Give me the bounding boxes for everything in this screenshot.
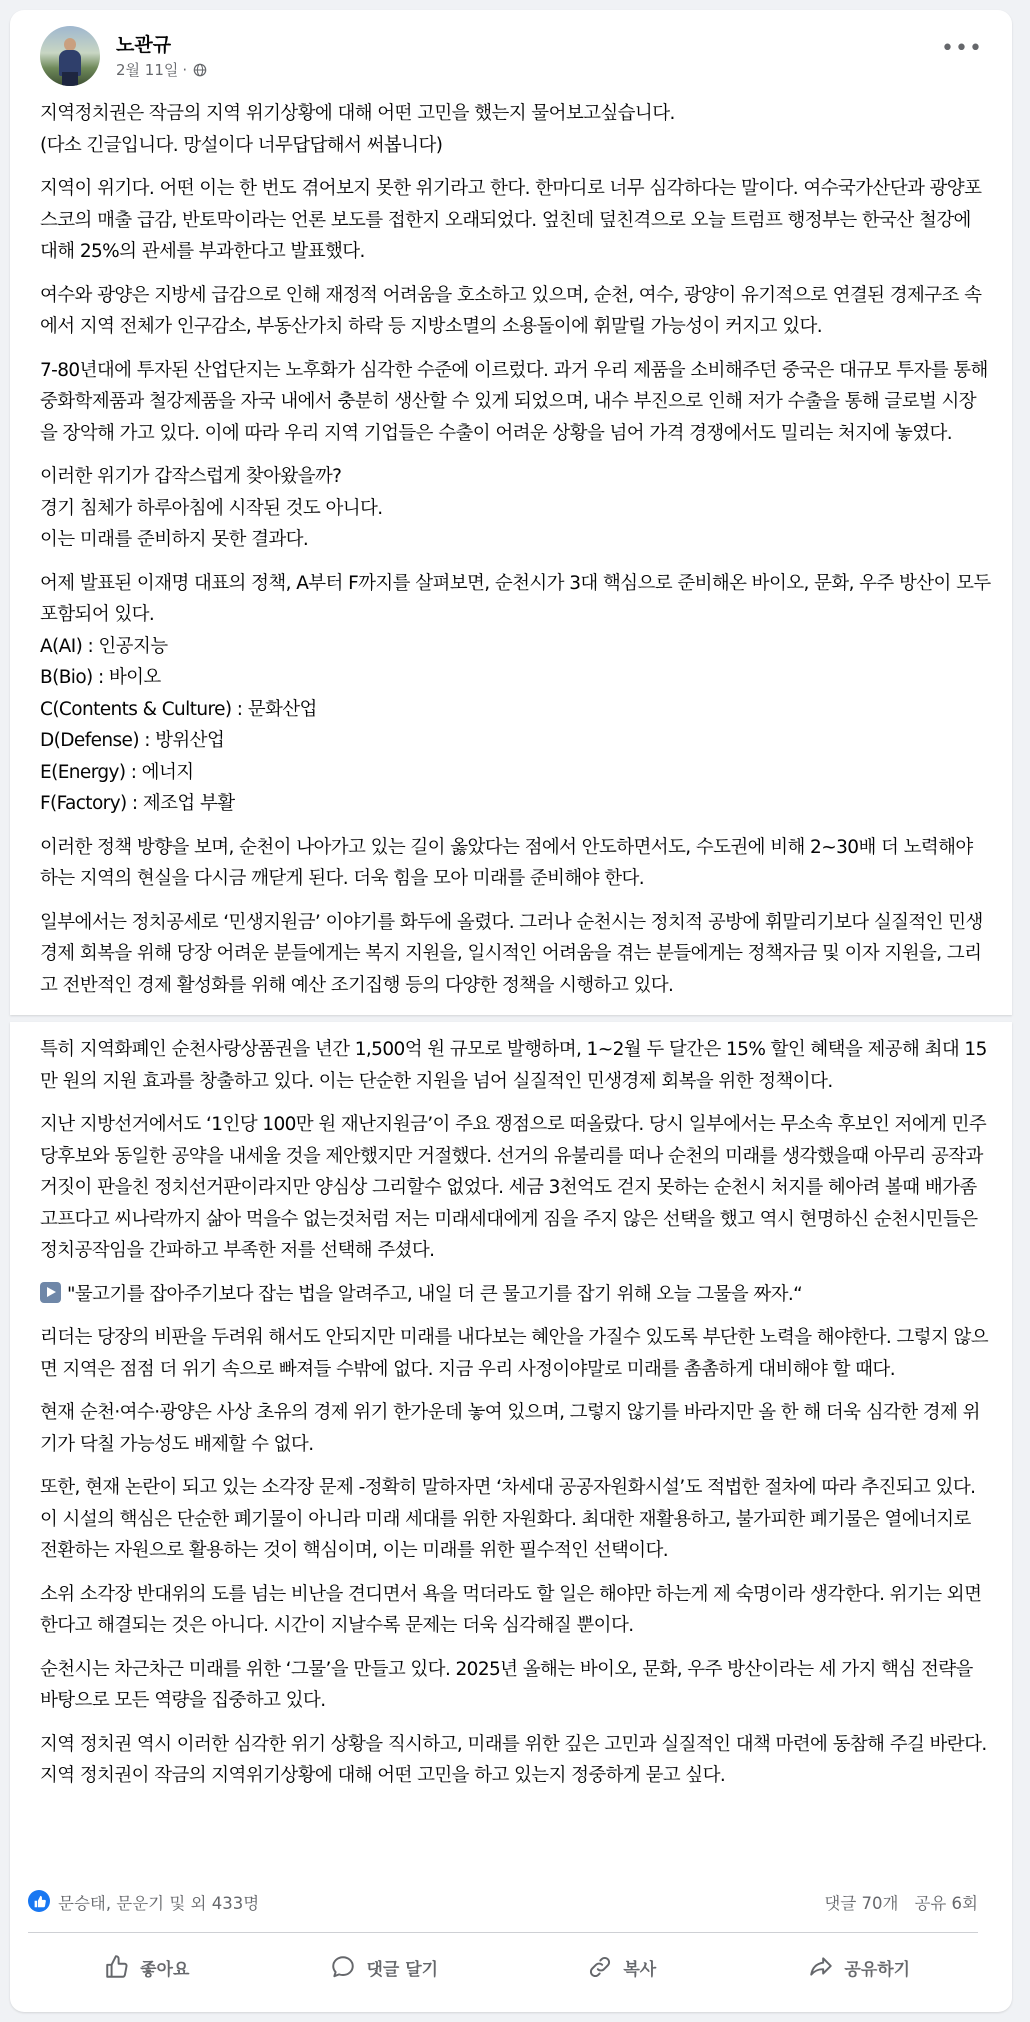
post-paragraph: 지난 지방선거에서도 ‘1인당 100만 원 재난지원금’이 주요 쟁점으로 떠올랐다. 당시 일부에서는 무소속 후보인 저에게 민주당후보와 동일한 공약을 내세울 것을 제안했지만 거절했다. 선거의 유불리를 떠나 순천의 미래를 생각했을때 아무리 공작과 거짓이 판을친 정치선거판이라지만 양심상 그리할수 없었다. 세금 3천억도 걷지 못하는 순천시 처지를 헤아려 볼때 배가좀 고프다고 씨나락까지 삶아 먹을수 없는것처럼 저는 미래세대에게 짐을 주지 않은 선택을 했고 역시 현명하신 순천시민들은 정치공작임을 간파하고 부족한 저를 선택해 주셨다. — [40, 1114, 987, 1261]
post-bottom-panel — [10, 1022, 1012, 2012]
play-icon — [40, 1282, 61, 1303]
post-paragraph: 현재 순천·여수·광양은 사상 초유의 경제 위기 한가운데 놓여 있으며, 그렇지 않기를 바라지만 올 한 해 더욱 심각한 경제 위기가 닥칠 가능성도 배제할 수 없다. — [40, 1402, 980, 1455]
avatar[interactable] — [40, 26, 100, 86]
like-button[interactable] — [28, 1940, 266, 1994]
copy-button[interactable] — [503, 1940, 741, 1994]
post-paragraph: 어제 발표된 이재명 대표의 정책, A부터 F까지를 살펴보면, 순천시가 3대 핵심으로 준비해온 바이오, 문화, 우주 방산이 모두 포함되어 있다. A(AI) : 인공지능 B(Bio) : 바이오 C(Contents & Culture) : 문화산업 D(Defense) : 방위산업 E(Energy) : 에너지 F(Factory) : 제조업 부활 — [40, 572, 991, 814]
post-paragraph: 리더는 당장의 비판을 두려워 해서도 안되지만 미래를 내다보는 혜안을 가질수 있도록 부단한 노력을 해야한다. 그렇지 않으면 지역은 점점 더 위기 속으로 빠져들 수밖에 없다. 지금 우리 사정이야말로 미래를 촘촘하게 대비해야 할 때다. — [40, 1327, 989, 1380]
post-paragraph: 또한, 현재 논란이 되고 있는 소각장 문제 -정확히 말하자면 ‘차세대 공공자원화시설’도 적법한 절차에 따라 추진되고 있다. 이 시설의 핵심은 단순한 폐기물이 아니라 미래 세대를 위한 자원화다. 최대한 재활용하고, 불가피한 폐기물은 열에너지로 전환하는 자원으로 활용하는 것이 핵심이며, 이는 미래를 위한 필수적인 선택이다. — [40, 1477, 976, 1561]
copy-label: 복사 — [623, 1959, 657, 1980]
comment-button[interactable] — [266, 1940, 504, 1994]
engagement-counts — [824, 1890, 978, 1914]
comment-count[interactable]: 댓글 70개 — [824, 1894, 899, 1913]
post-header — [40, 26, 983, 90]
share-count[interactable]: 공유 6회 — [914, 1894, 978, 1913]
post-paragraph: 일부에서는 정치공세로 ‘민생지원금’ 이야기를 화두에 올렸다. 그러나 순천시는 정치적 공방에 휘말리기보다 실질적인 민생경제 회복을 위해 당장 어려운 분들에게는 복지 지원을, 일시적인 어려움을 겪는 분들에게는 정책자금 및 이자 지원을, 그리고 전반적인 경제 활성화를 위해 예산 조기집행 등의 다양한 정책을 시행하고 있다. — [40, 911, 983, 996]
action-bar — [28, 1940, 978, 1994]
post-meta: 2월 11일 · — [116, 59, 207, 80]
share-label: 공유하기 — [844, 1959, 911, 1980]
comment-label: 댓글 달기 — [366, 1959, 439, 1980]
post-body-bottom — [40, 1034, 992, 1804]
thumbs-up-icon — [104, 1954, 130, 1980]
post-body-top — [40, 98, 992, 1013]
reactors-text[interactable]: 문승태, 문운기 및 외 433명 — [58, 1894, 260, 1913]
post-date[interactable]: 2월 11일 — [116, 61, 179, 79]
share-icon — [808, 1954, 834, 1980]
more-icon[interactable]: ••• — [941, 35, 983, 61]
post-paragraph: 지역 정치권 역시 이러한 심각한 위기 상황을 직시하고, 미래를 위한 깊은 고민과 실질적인 대책 마련에 동참해 주길 바란다. 지역 정치권이 작금의 지역위기상황에 대해 어떤 고민을 하고 있는지 정중하게 묻고 싶다. — [40, 1733, 987, 1786]
post-paragraph: 특히 지역화폐인 순천사랑상품권을 년간 1,500억 원 규모로 발행하며, 1~2월 두 달간은 15% 할인 혜택을 제공해 최대 15만 원의 지원 효과를 창출하고 있다. 이는 단순한 지원을 넘어 실질적인 민생경제 회복을 위한 정책이다. — [40, 1039, 987, 1092]
post-paragraph: 순천시는 차근차근 미래를 위한 ‘그물’을 만들고 있다. 2025년 올해는 바이오, 문화, 우주 방산이라는 세 가지 핵심 전략을 바탕으로 모든 역량을 집중하고 있다. — [40, 1658, 973, 1711]
like-label: 좋아요 — [140, 1959, 190, 1980]
post-paragraph: 이러한 정책 방향을 보며, 순천이 나아가고 있는 길이 옳았다는 점에서 안도하면서도, 수도권에 비해 2~30배 더 노력해야 하는 지역의 현실을 다시금 깨닫게 된다. 더욱 힘을 모아 미래를 준비해야 한다. — [40, 836, 973, 889]
post-paragraph: 7-80년대에 투자된 산업단지는 노후화가 심각한 수준에 이르렀다. 과거 우리 제품을 소비해주던 중국은 대규모 투자를 통해 중화학제품과 철강제품을 자국 내에서 충분히 생산할 수 있게 되었으며, 내수 부진으로 인해 저가 수출을 통해 글로벌 시장을 장악해 가고 있다. 이에 따라 우리 지역 기업들은 수출이 어려운 상황을 넘어 가격 경쟁에서도 밀리는 처지에 놓였다. — [40, 359, 988, 444]
globe-icon — [193, 63, 207, 77]
comment-icon — [330, 1954, 356, 1980]
post-paragraph: 이러한 위기가 갑작스럽게 찾아왔을까? 경기 침체가 하루아침에 시작된 것도 아니다. 이는 미래를 준비하지 못한 결과다. — [40, 466, 383, 550]
post-paragraph: 소위 소각장 반대위의 도를 넘는 비난을 견디면서 욕을 먹더라도 할 일은 해야만 하는게 제 숙명이라 생각한다. 위기는 외면한다고 해결되는 것은 아니다. 시간이 지날수록 문제는 더욱 심각해질 뿐이다. — [40, 1583, 982, 1636]
link-icon — [587, 1954, 613, 1980]
like-icon[interactable] — [28, 1890, 50, 1912]
post-paragraph: 여수와 광양은 지방세 급감으로 인해 재정적 어려움을 호소하고 있으며, 순천, 여수, 광양이 유기적으로 연결된 경제구조 속에서 지역 전체가 인구감소, 부동산가치 하락 등 지방소멸의 소용돌이에 휘말릴 가능성이 커지고 있다. — [40, 284, 982, 337]
share-button[interactable] — [741, 1940, 979, 1994]
author-name[interactable]: 노관규 — [116, 34, 172, 56]
divider — [28, 1932, 978, 1933]
post-paragraph: 지역정치권은 작금의 지역 위기상황에 대해 어떤 고민을 했는지 물어보고싶습니다. (다소 긴글입니다. 망설이다 너무답답해서 써봅니다) — [40, 103, 675, 156]
post-paragraph: 지역이 위기다. 어떤 이는 한 번도 겪어보지 못한 위기라고 한다. 한마디로 너무 심각하다는 말이다. 여수국가산단과 광양포스코의 매출 급감, 반토막이라는 언론 보도를 접한지 오래되었다. 엎친데 덮친격으로 오늘 트럼프 행정부는 한국산 철강에 대해 25%의 관세를 부과한다고 발표했다. — [40, 178, 982, 262]
quote-text: "물고기를 잡아주기보다 잡는 법을 알려주고, 내일 더 큰 물고기를 잡기 위해 오늘 그물을 짜자.“ — [67, 1283, 803, 1305]
post-top-panel — [10, 10, 1012, 1015]
reactions-bar — [28, 1888, 978, 1916]
quote-paragraph — [40, 1279, 992, 1311]
